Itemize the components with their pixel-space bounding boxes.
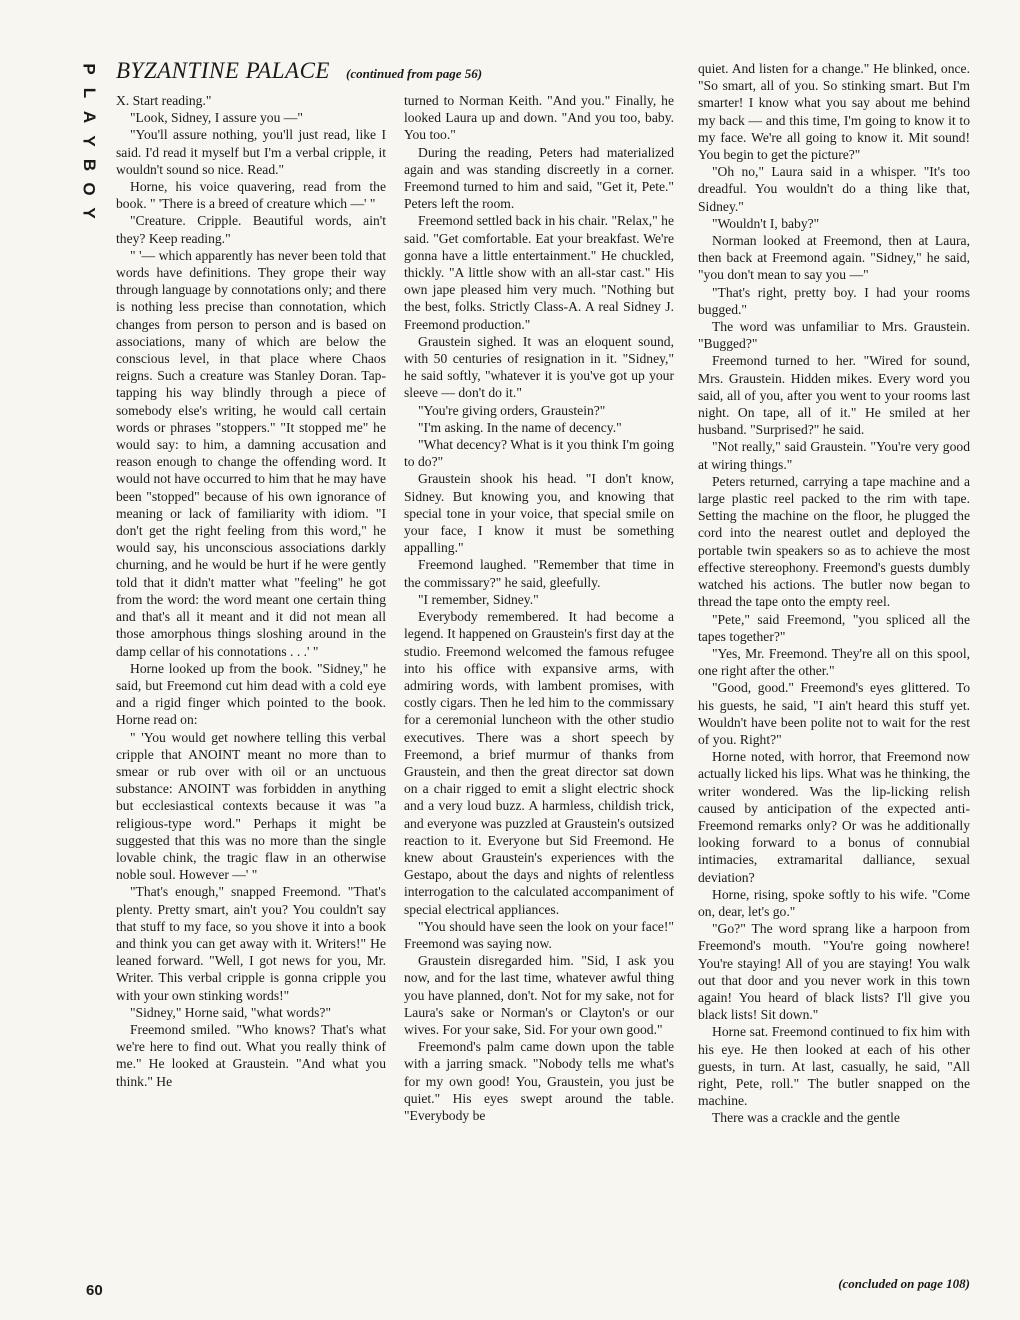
text-column-1 <box>116 92 386 1090</box>
paragraph: Graustein disregarded him. "Sid, I ask you now, and for the last time, whatever awful thing you have planned, don't. Not for my sake, not for Laura's sake or Norman's or Clayton's or our wives. For your sake, Sid. For your own good." <box>404 953 674 1037</box>
paragraph: "Creature. Cripple. Beautiful words, ain't they? Keep reading." <box>116 213 386 246</box>
continued-note: (continued from page 56) <box>345 66 483 81</box>
page-number: 60 <box>86 1282 103 1299</box>
text-column-2 <box>404 92 674 1124</box>
paragraph: "Pete," said Freemond, "you spliced all the tapes together?" <box>698 611 970 644</box>
paragraph: quiet. And listen for a change." He blinked, once. "So smart, all of you. So stinking smart. But I'm smarter! I know what you say about me behind my back — and this time, I'm going to know it to my face. We're all going to know it. Mit sound! You begin to get the picture?" <box>698 61 970 163</box>
paragraph: X. Start reading." <box>116 93 212 108</box>
text-column-3 <box>698 60 970 1127</box>
paragraph: " 'You would get nowhere telling this verbal cripple that ANOINT meant no more than to smear or rub over with oil or an unctuous substance: ANOINT was forbidden in anything but ecclesiastical contexts because it was "a religious-type word." Perhaps it might be suggested that this was no more than the single lovable chink, the tragic flaw in an otherwise noble soul. However —' " <box>116 729 386 883</box>
paragraph: "Oh no," Laura said in a whisper. "It's too dreadful. You wouldn't do a thing like that, Sidney." <box>698 164 970 214</box>
article-title: BYZANTINE PALACE <box>116 58 330 83</box>
paragraph: "You'll assure nothing, you'll just read, like I said. I'd read it myself but I'm a verbal cripple, it wouldn't sound so nice. Read." <box>116 127 386 177</box>
logo-letter: Y <box>80 135 99 147</box>
paragraph: Norman looked at Freemond, then at Laura, then back at Freemond again. "Sidney," he said, "you don't mean to say you —" <box>698 233 970 283</box>
paragraph: Peters returned, carrying a tape machine and a large plastic reel packed to the rim with tape. Setting the machine on the floor, he plugged the cord into the nearest outlet and deployed the portable twin speakers so as to achieve the most effective stereophony. Freemond's guests dumbly watched his actions. The butler now began to thread the tape onto the empty reel. <box>698 473 970 610</box>
paragraph: "I remember, Sidney." <box>418 591 539 607</box>
paragraph: During the reading, Peters had materialized again and was standing discreetly in a corner. Freemond turned to him and said, "Get it, Pete." Peters left the room. <box>404 144 674 212</box>
logo-letter: Y <box>80 207 99 219</box>
paragraph: Freemond smiled. "Who knows? That's what we're here to find out. What you really think of me." He looked at Graustein. "And what you think." He <box>116 1021 386 1089</box>
paragraph: Freemond's palm came down upon the table with a jarring smack. "Nobody tells me what's for my own good! You, Graustein, you just be quiet." His eyes swept around the table. "Everybody be <box>404 1039 674 1123</box>
paragraph: "Good, good." Freemond's eyes glittered. To his guests, he said, "I ain't heard this stuff yet. Wouldn't have been polite not to wait for the rest of you. Right?" <box>698 680 970 747</box>
paragraph: "Look, Sidney, I assure you —" <box>130 110 303 126</box>
paragraph: "Go?" The word sprang like a harpoon from Freemond's mouth. "You're going nowhere! You're staying! All of you are staying! You walk out that door and you never work in this town again! You heard of black lists? I'll give you black lists! Sit down." <box>698 921 970 1023</box>
paragraph: "Sidney," Horne said, "what words?" <box>130 1004 332 1020</box>
paragraph: Graustein sighed. It was an eloquent sound, with 50 centuries of resignation in it. "Sidney," he said softly, "whatever it is you've got up your sleeve — don't do it." <box>404 333 674 401</box>
paragraph: "Yes, Mr. Freemond. They're all on this spool, one right after the other." <box>698 645 970 679</box>
logo-letter: P <box>80 63 99 75</box>
paragraph: Horne, rising, spoke softly to his wife. "Come on, dear, let's go." <box>698 886 970 919</box>
paragraph: Horne, his voice quavering, read from the book. " 'There is a breed of creature which —' " <box>116 179 386 212</box>
concluded-note: (concluded on page 108) <box>838 1276 970 1291</box>
paragraph: turned to Norman Keith. "And you." Finally, he looked Laura up and down. "And you too, baby. You too." <box>404 93 674 143</box>
paragraph: Horne sat. Freemond continued to fix him with his eye. He then looked at each of his other guests, in turn. At last, casually, he said, "All right, Pete, roll." The butler snapped on the machine. <box>698 1024 970 1109</box>
paragraph: "That's right, pretty boy. I had your rooms bugged." <box>698 284 970 317</box>
paragraph: There was a crackle and the gentle <box>712 1110 900 1126</box>
paragraph: " '— which apparently has never been told that words have definitions. They grope their way through language by connotations only; and there is nothing less precise than connotation, which changes from person to person and is based on associations, many of which are below the conscious level, in that place where Chaos reigns. Such a creature was Stanley Doran. Tap-tapping his way blindly through a piece of somebody else's writing, he would call certain words or phrases "stoppers." "It stopped me" he would say: to him, a damning accusation and reason enough to change the offending word. It would not have occurred to him that he may have been "stopped" because of his own ignorance of meaning or lack of familiarity with idiom. "I don't get the right feeling from this word," he would say, his unconscious associations darkly churning, and he would be hurt if he were gently told that it didn't matter what "feeling" he got from the word: the word meant one certain thing and that's all it meant and it did not mean all those amorphous things sloshing around in the damp cellar of his connotations . . .' " <box>116 247 386 659</box>
logo-letter: B <box>80 158 99 172</box>
paragraph: Graustein shook his head. "I don't know, Sidney. But knowing you, and knowing that special tone in your voice, that special smile on your face, I know it must be something appalling." <box>404 471 674 556</box>
paragraph: "Wouldn't I, baby?" <box>712 215 820 231</box>
paragraph: "You should have seen the look on your face!" Freemond was saying now. <box>404 918 674 951</box>
paragraph: Freemond laughed. "Remember that time in the commissary?" he said, gleefully. <box>404 557 674 590</box>
paragraph: Horne looked up from the book. "Sidney," he said, but Freemond cut him dead with a cold eye and a rigid finger which pointed to the book. Horne read on: <box>116 660 386 728</box>
paragraph: Horne noted, with horror, that Freemond now actually licked his lips. What was he thinking, the writer wondered. Was the lip-licking relish caused by anticipation of the expected anti-Freemond remarks only? Or was he additionally looking forward to a bonus of connubial intimacies, extramarital dalliance, sexual deviation? <box>698 749 970 885</box>
paragraph: "What decency? What is it you think I'm going to do?" <box>404 437 674 470</box>
paragraph: The word was unfamiliar to Mrs. Graustein. "Bugged?" <box>698 319 970 352</box>
paragraph: Everybody remembered. It had become a legend. It happened on Graustein's first day at the studio. Freemond welcomed the famous refugee into his office with expansive arms, with admiring words, with lambent promises, with costly cigars. Then he led him to the commissary for a ceremonial luncheon with the other studio executives. There was a short speech by Freemond, a brief murmur of thanks from Graustein, and then the great director sat down on a chair rigged to emit a slight electric shock and a very loud buzz. A harmless, childish trick, and everyone was puzzled at Graustein's outsized reaction to it. Everyone but Sid Freemond. He knew about Graustein's experiences with the Gestapo, about the days and nights of relentless interrogation to the calculated accompaniment of special electrical appliances. <box>404 609 674 917</box>
logo-letter: O <box>79 182 99 196</box>
magazine-logo-vertical <box>78 60 100 222</box>
paragraph: Freemond settled back in his chair. "Relax," he said. "Get comfortable. Eat your breakfast. We're gonna have a little entertainment." He chuckled, thickly. "A little show with an all-star cast." His own jape pleased him very much. "Nothing but the best, folks. Strictly Class-A. A real Sidney J. Freemond production." <box>404 213 674 332</box>
paragraph: "You're giving orders, Graustein?" <box>418 402 606 418</box>
logo-letter: L <box>79 87 99 99</box>
paragraph: "I'm asking. In the name of decency." <box>418 419 622 435</box>
paragraph: "Not really," said Graustein. "You're very good at wiring things." <box>698 439 970 472</box>
paragraph: "That's enough," snapped Freemond. "That's plenty. Pretty smart, ain't you? You couldn't say that stuff to my face, so you shove it into a book and think you can get away with it. Writers!" He leaned forward. "Well, I got news for you, Mr. Writer. This verbal cripple is gonna cripple you with your own stinking words!" <box>116 884 386 1003</box>
paragraph: Freemond turned to her. "Wired for sound, Mrs. Graustein. Hidden mikes. Every word you said, all of you, after you went to your rooms last night. On tape, all of it." He smiled at her husband. "Surprised?" he said. <box>698 353 970 438</box>
logo-letter: A <box>80 110 99 124</box>
article-headline <box>116 58 482 84</box>
